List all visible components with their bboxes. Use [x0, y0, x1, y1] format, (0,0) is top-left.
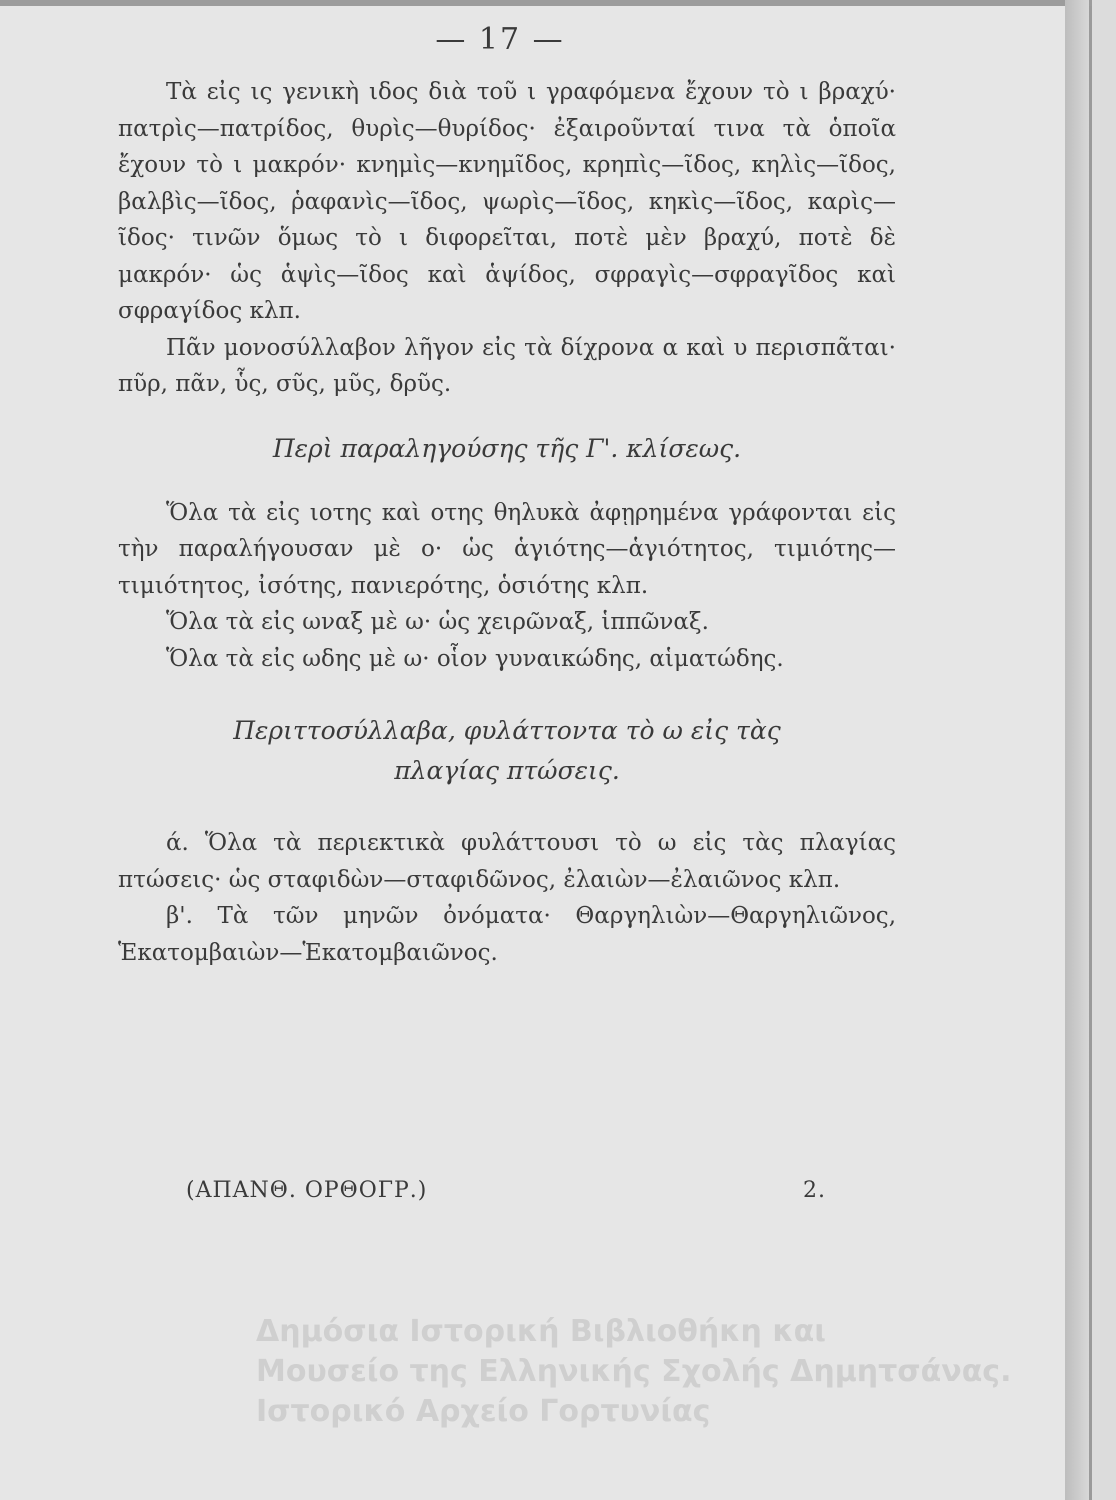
watermark-line: Μουσείο της Ελληνικής Σχολής Δημητσάνας.	[256, 1354, 1012, 1389]
section-heading: Περιττοσύλλαβα, φυλάττοντα τὸ ω εἰς τὰς πλαγίας πτώσεις.	[233, 716, 781, 785]
watermark-line: Ιστορικό Αρχείο Γορτυνίας	[256, 1394, 711, 1429]
footer-signature: (ΑΠΑΝΘ. ΟΡΘΟΓΡ.)	[186, 1178, 428, 1203]
paragraph: Ὅλα τὰ εἰς ιοτης καὶ οτης θηλυκὰ ἀφῃρημένα γράφονται εἰς τὴν παραλήγουσαν μὲ ο· ὡς ἁγιότης—ἁγιότητος, τιμιότης—τιμιότητος, ἰσότης, πανιερότης, ὁσιότης κλπ.	[118, 499, 896, 599]
paragraph: Ὅλα τὰ εἰς ωναξ μὲ ω· ὡς χειρῶναξ, ἱππῶναξ.	[166, 609, 709, 635]
paragraph: ά. Ὅλα τὰ περιεκτικὰ φυλάττουσι τὸ ω εἰς τὰς πλαγίας πτώσεις· ὡς σταφιδὼν—σταφιδῶνος, ἐλαιὼν—ἐλαιῶνος κλπ.	[118, 830, 896, 893]
page-number: — 17 —	[435, 22, 565, 57]
watermark-line: Δημόσια Ιστορική Βιβλιοθήκη και	[256, 1314, 826, 1349]
paragraph: Τὰ εἰς ις γενικὴ ιδος διὰ τοῦ ι γραφόμενα ἔχουν τὸ ι βραχύ· πατρὶς—πατρίδος, θυρὶς—θυρίδος· ἐξαιροῦνταί τινα τὰ ὁποῖα ἔχουν τὸ ι μακρόν· κνημὶς—κνημῖδος, κρηπὶς—ῖδος, κηλὶς—ῖδος, βαλβὶς—ῖδος, ῥαφανὶς—ῖδος, ψωρὶς—ῖδος, κηκὶς—ῖδος, καρὶς—ῖδος· τινῶν ὅμως τὸ ι διφορεῖται, ποτὲ μὲν βραχύ, ποτὲ δὲ μακρόν· ὡς ἁψὶς—ῖδος καὶ ἁψίδος, σφραγὶς—σφραγῖδος καὶ σφραγίδος κλπ.	[118, 79, 896, 324]
paragraph: β'. Τὰ τῶν μηνῶν ὀνόματα· Θαργηλιὼν—Θαργηλιῶνος, Ἑκατομβαιὼν—Ἑκατομβαιῶνος.	[118, 903, 896, 966]
library-watermark	[256, 1312, 1096, 1432]
paragraph: Πᾶν μονοσύλλαβον λῆγον εἰς τὰ δίχρονα α καὶ υ περισπᾶται· πῦρ, πᾶν, ὗς, σῦς, μῦς, δρῦς.	[118, 334, 896, 397]
footer-sheet-number: 2.	[803, 1178, 826, 1203]
paragraph: Ὅλα τὰ εἰς ωδης μὲ ω· οἷον γυναικώδης, αἱματώδης.	[166, 645, 784, 672]
section-heading: Περὶ παραληγούσης τῆς Γ'. κλίσεως.	[272, 433, 742, 463]
page-edge-shadow	[1065, 0, 1089, 1500]
page-footer	[186, 1178, 826, 1203]
page-body-text	[118, 74, 896, 971]
page-top-rule	[0, 0, 1092, 6]
